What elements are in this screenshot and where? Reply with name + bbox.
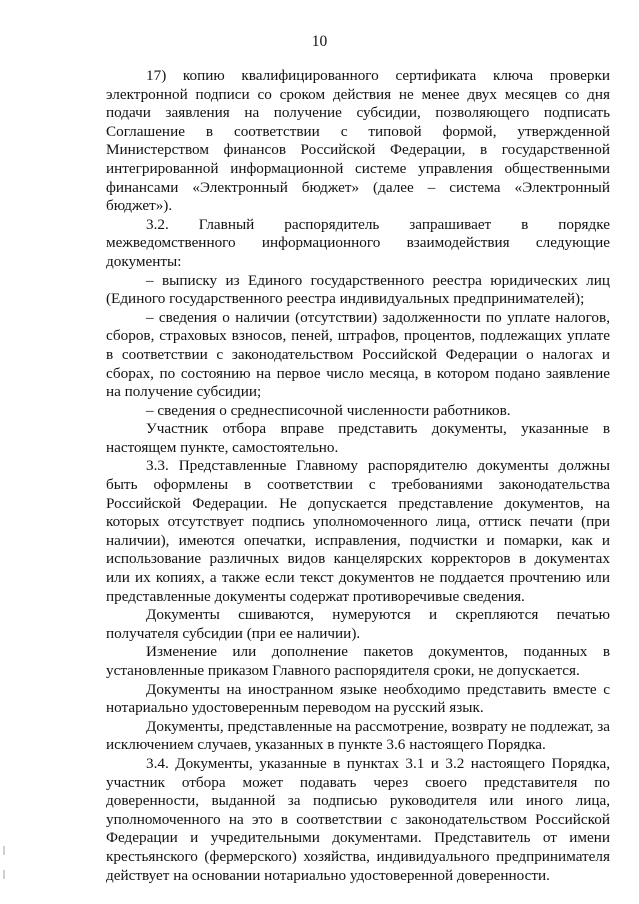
scan-edge-mark — [3, 870, 5, 879]
paragraph-changes: Изменение или дополнение пакетов документов, поданных в установленные приказом Главного распорядителя сроки, не допускается. — [106, 643, 610, 679]
list-item-headcount-info: – сведения о среднесписочной численности работников. — [146, 401, 511, 419]
paragraph-3-4: 3.4. Документы, указанные в пунктах 3.1 и 3.2 настоящего Порядка, участник отбора может подавать через своего представителя по доверенности, выданной за подписью руководителя или иного лица, уполномоченного на это в соответствии с законодательством Российской Федерации и учредительными документами. Представитель от имени крестьянского (фермерского) хозяйства, индивидуального предпринимателя действует на основании нотариально удостоверенной доверенности. — [106, 754, 610, 884]
list-item-egrul-extract: – выписку из Единого государственного реестра юридических лиц (Единого государственного реестра индивидуальных предпринимателей); — [106, 271, 610, 308]
scan-edge-mark — [3, 846, 5, 855]
paragraph-binding: Документы сшиваются, нумеруются и скрепляются печатью получателя субсидии (при ее наличии). — [106, 606, 610, 642]
page-number: 10 — [311, 33, 328, 50]
paragraph-3-3: 3.3. Представленные Главному распорядителю документы должны быть оформлены в соответствии с требованиями законодательства Российской Федерации. Не допускается представление документов, на которых отсутствует подпись уполномоченного лица, оттиск печати (при наличии), имеются опечатки, исправления, подчистки и помарки, как и использование различных видов канцелярских корректоров в документах или их копиях, а также если текст документов не поддается прочтению или представленные документы содержат противоречивые сведения. — [106, 457, 610, 605]
paragraph-no-return: Документы, представленные на рассмотрение, возврату не подлежат, за исключением случаев, указанных в пункте 3.6 настоящего Порядка. — [106, 717, 610, 754]
list-item-tax-debt-info: – сведения о наличии (отсутствии) задолженности по уплате налогов, сборов, страховых взносов, пеней, штрафов, процентов, подлежащих уплате в соответствии с законодательством Российской Федерации о налогах и сборах, по состоянию на первое число месяца, в котором подано заявление на получение субсидии; — [106, 308, 610, 401]
paragraph-self-submission: Участник отбора вправе представить документы, указанные в настоящем пункте, самостоятельно. — [106, 420, 610, 456]
paragraph-item-17: 17) копию квалифицированного сертификата ключа проверки электронной подписи со сроком действия не менее двух месяцев со дня подачи заявления на получение субсидии, позволяющего подписать Соглашение в соответствии с типовой формой, утвержденной Министерством финансов Российской Федерации, в государственной интегрированной информационной системе управления общественными финансами «Электронный бюджет» (далее – система «Электронный бюджет»). — [106, 67, 610, 215]
document-body — [106, 67, 610, 885]
paragraph-3-2: 3.2. Главный распорядитель запрашивает в порядке межведомственного информационного взаимодействия следующие документы: — [106, 215, 610, 270]
paragraph-foreign-language: Документы на иностранном языке необходимо представить вместе с нотариально удостоверенным переводом на русский язык. — [106, 680, 610, 717]
